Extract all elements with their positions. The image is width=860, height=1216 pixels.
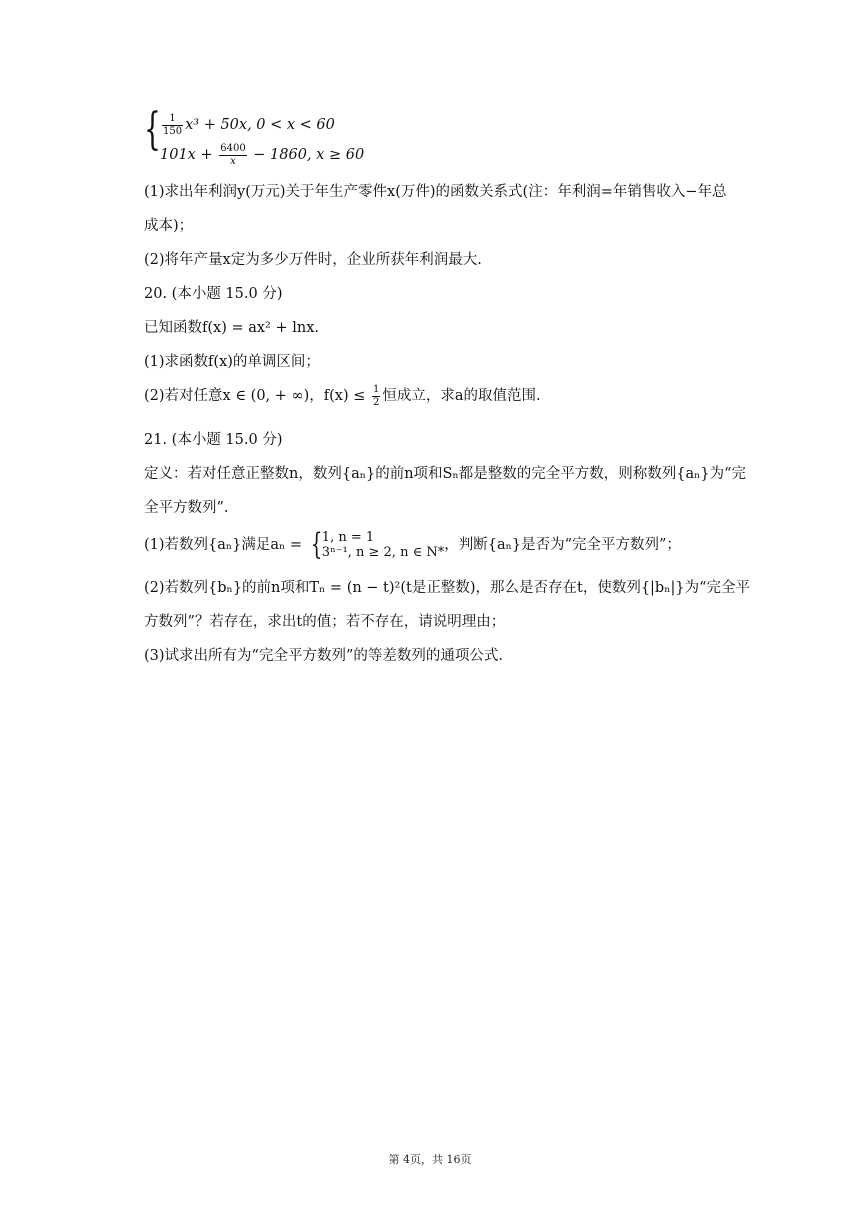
p19-q1-line2: 成本)； — [144, 218, 194, 234]
page-footer: 第 4页，共 16页 — [388, 1153, 472, 1166]
p21-def-line2: 全平方数列”. — [144, 500, 229, 516]
p20-header: 20. (本小题 15.0 分) — [144, 286, 283, 302]
p20-q2 — [144, 384, 541, 408]
p19-q2: (2)将年产量x定为多少万件时，企业所获年利润最大. — [144, 252, 482, 268]
piecewise-row-1 — [160, 113, 335, 137]
fraction-denominator: 150 — [163, 125, 183, 137]
p19-q1-line1: (1)求出年利润y(万元)关于年生产零件x(万件)的函数关系式(注：年利润=年销售收入−年总 — [144, 184, 727, 200]
p21-header: 21. (本小题 15.0 分) — [144, 432, 283, 448]
p21-q1-post: ，判断{aₙ}是否为“完全平方数列”； — [444, 537, 681, 553]
cases-brace: { — [310, 527, 322, 562]
p21-q2-line1: (2)若数列{bₙ}的前n项和Tₙ = (n − t)²(t是正整数)，那么是否存在t，使数列{|bₙ|}为“完全平 — [144, 580, 751, 596]
p20-intro: 已知函数f(x) = ax² + lnx. — [144, 320, 319, 336]
p20-q1: (1)求函数f(x)的单调区间； — [144, 354, 320, 370]
cases-block — [322, 530, 444, 560]
piecewise-row-2-text: − 1860, x ≥ 60 — [248, 147, 365, 163]
fraction-denominator: 2 — [373, 396, 380, 408]
fraction-numerator: 1 — [162, 113, 183, 126]
p20-q2-post: 恒成立，求a的取值范围. — [382, 388, 541, 404]
piecewise-row-2 — [160, 143, 364, 167]
p21-q1 — [144, 527, 681, 562]
piecewise-row-1-text: x³ + 50x, 0 < x < 60 — [185, 117, 335, 133]
p21-q1-pre: (1)若数列{aₙ}满足aₙ = — [144, 537, 307, 553]
fraction-denominator: x — [230, 155, 236, 167]
piecewise-row-2-lead: 101x + — [160, 147, 218, 163]
fraction-numerator: 6400 — [220, 143, 246, 154]
case-1: 1, n = 1 — [321, 530, 375, 545]
p21-def-line1: 定义：若对任意正整数n，数列{aₙ}的前n项和Sₙ都是整数的完全平方数，则称数列{aₙ}为“完 — [144, 466, 747, 482]
fraction — [219, 143, 246, 167]
piecewise-brace: { — [144, 104, 161, 155]
p20-q2-pre: (2)若对任意x ∈ (0, + ∞)，f(x) ≤ — [144, 388, 370, 404]
p21-q2-line2: 方数列”？若存在，求出t的值；若不存在，请说明理由； — [144, 614, 506, 630]
fraction — [162, 113, 183, 137]
p21-q3: (3)试求出所有为“完全平方数列”的等差数列的通项公式. — [144, 648, 503, 664]
fraction — [372, 384, 380, 408]
fraction-numerator: 1 — [373, 384, 380, 395]
case-2: 3ⁿ⁻¹, n ≥ 2, n ∈ N* — [321, 545, 445, 560]
